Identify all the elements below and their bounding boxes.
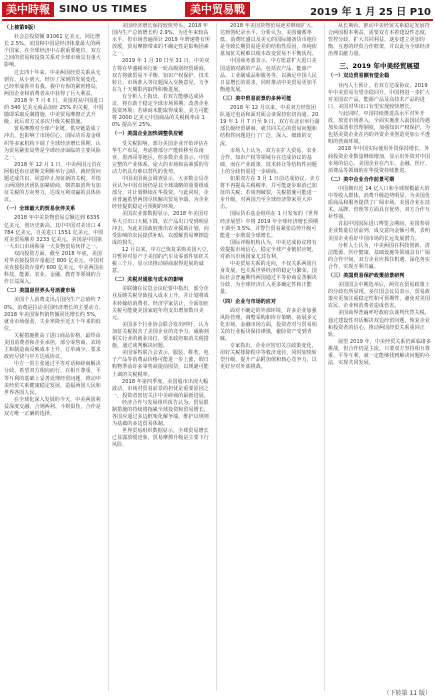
paragraph: 2018 年中国实际使用外资保持增长，外商投资企业数量继续增加，显示出外资对中国市场的信心。美国企业在汽车、金融、医疗、消费品等领域的在华投资持续推进。 xyxy=(328,146,431,174)
paragraph: 分析人士认为，中美两国在科技创新、清洁能源、医疗健康、基础设施等领域具有广阔的合作空间，双方企业应抓住机遇，深化务实合作，实现互利共赢。 xyxy=(328,242,431,270)
paragraph: 美国农业部数据显示，2018 年美国对华大豆出口大幅下降，农产品出口受到明显冲击。为此美国政府推出农业援助计划，向受影响的农民提供补贴，以缓解贸易摩擦造成的损失。 xyxy=(112,211,209,246)
paragraph: 2018 年 12 月以来，中美双方经贸团队通过电话和面对面会谈保持密切沟通。2019 年 1 月 7 日至 9 日，双方在北京举行副部长级经贸磋商，就共同关心的贸易问题和结构性问题进行了广泛、深入、细致的交流。 xyxy=(220,105,320,147)
subheading: （二）美国是世界头号消费市场 xyxy=(4,288,76,295)
paragraph: 展望 2019 年，中美经贸关系仍面临诸多挑战，但合作仍是主流。只要双方坚持相互尊重、平等互利，就一定能够找到解决问题的办法，实现共同发展。 xyxy=(328,338,431,367)
paragraph: 国际货币基金组织在 1 月发布的《世界经济展望》中将 2019 年全球经济增长预期下调至 3.5%，并警告贸易紧张局势升级可能进一步削弱全球增长。 xyxy=(220,211,319,239)
paragraph: 业内人士预计，若双方达成协议，2019 年中美贸易有望企稳回升，中国将进一步扩大对美国农产品、能源产品及高技术产品的进口，美国对华出口有望实现较快增长。 xyxy=(328,82,431,110)
paragraph: 中方一贯主张通过平等对话和磋商解决分歧，希望双方相向而行，在相互尊重、平等互利的基础上妥善处理经贸问题，推动中美经贸关系健康稳定发展，造福两国人民和世界各国人民。 xyxy=(4,361,101,396)
subheading: （一）美国企业加快调整供应链 xyxy=(112,131,184,138)
masthead-english-name: SINO US TIMES xyxy=(59,4,148,15)
paragraph: 市场人士认为，双方在扩大贸易、农业合作、知识产权等领域存在达成协议的基础，而在产业政策、技术转让等结构性问题上的分歧仍需进一步磋商。 xyxy=(220,147,317,175)
paragraph: 美国经济增长保持较快势头，2018 年国内生产总值增长约 2.9%，为近年来较高水平，但市场普遍预计 2019 年增速将有所放缓，贸易摩擦带来的不确定性是影响因素之一。 xyxy=(112,23,211,58)
subheading: （上接第9版） xyxy=(4,25,39,31)
paragraph: 2018 年 12 月 1 日，中美两国元首在阿根廷布宜诺斯艾利斯举行会晤，就经贸问题达成共识，同意停止加征新的关税，并指示两国经济团队加紧磋商，朝着取消所有加征关税的方向努力，达成互利双赢的具体协议。 xyxy=(4,161,102,204)
paragraph: 受关税影响，部分美国企业开始评估在华生产布局，考虑将部分产能转移至东南亚、墨西哥等地区，但多数企业表示，中国完整的产业体系、庞大的市场和高素质的劳动力仍具有难以替代的优势。 xyxy=(112,140,209,175)
subheading: （二）关税对通胀与成本的影响 xyxy=(112,277,184,284)
paragraph: 2019 年 1 月 30 日至 31 日，中美双方将在华盛顿举行新一轮高级别经贸磋商，双方将就贸易不平衡、知识产权保护、技术转让、市场准入等议题深入交换意见，力争在九十天期限内取得积极进展。 xyxy=(112,58,210,93)
paragraph: 贸易摩擦对全球产业链、供应链造成了冲击，也影响了市场信心，国际货币基金组织等多家机构下调了全球经济增长预期，认为贸易紧张局势是全球经济面临的主要风险之一。 xyxy=(4,126,101,161)
subheading: （四）企业与市场的应对 xyxy=(220,298,277,305)
paragraph: 美国零售联合会表示，服装、鞋类、电子产品等消费品价格可能进一步上涨，假日购物季前许多零售商提前囤货，以规避可能上调的关税税率。 xyxy=(112,350,209,378)
issue-date-page: 2019 年 1 月 25 日 P10 xyxy=(310,7,431,18)
paragraph: 中国商务部表示，中方愿意扩大进口美国适销对路的产品，包括农产品、能源产品、工业制成品和服务等，以满足中国人民日益增长的需求，同时推动中美贸易更加平衡地发展。 xyxy=(220,58,317,93)
section-banner: 美中贸易戰 xyxy=(185,2,250,17)
paragraph: 关税措施推高了进口商品价格，最终由美国消费者和企业承担，部分零售商、农场主和制造商反映成本上升、订单减少，要求政府尽快与中方达成协议。 xyxy=(4,332,101,361)
paragraph: 首届中国国际进口博览会期间，美国参展企业数量位居前列，成交意向金额可观，表明美国企业看好中国市场的长远发展潜力。 xyxy=(328,221,431,242)
paragraph: 美联储在议息会议纪要中指出，部分企业反映关税导致投入成本上升，并计划将成本转嫁给消费者。经济学家估计，全面加征关税可能使美国家庭年均支出增加数百美元。 xyxy=(112,286,209,321)
paragraph: 美国国会中期选举后，两党在贸易政策上的分歧有所显现。多位国会议员表示，贸易政策应更加注重稳定性和可预期性，避免对美国农民、企业和消费者造成伤害。 xyxy=(328,282,431,310)
paragraph: 国际评级机构认为，中美达成协议将有效提振市场信心，稳定全球产业链供应链，对新兴市场国家尤其有利。 xyxy=(220,239,317,260)
paragraph: 美国商界普遍呼吁政府以谈判代替关税，通过建设性对话解决双边经贸问题，恢复企业和投资者的信心，推动两国经贸关系重回正轨。 xyxy=(328,310,431,338)
article-column-1 xyxy=(4,23,104,691)
paragraph: 中国美国商会调查显示，大多数会员企业认为中国市场仍是其全球战略的重要组成部分，并计划继续在华投资。与此同时，企业普遍希望两国尽快解决贸易争端，为企业经营提供稳定可预期的环境。 xyxy=(112,175,209,211)
column-divider xyxy=(216,23,217,691)
column-divider xyxy=(108,23,109,691)
subheading: （一）全球最大的贸易伙伴关系 xyxy=(4,206,76,213)
subheading: （三）美国贸易保护政策前景研判 xyxy=(328,273,405,279)
article-column-4 xyxy=(328,23,431,691)
header-rule xyxy=(2,19,433,21)
article-column-3 xyxy=(220,23,320,691)
subheading: （二）美中企业合作前景可期 xyxy=(328,176,395,183)
subheading: （三）美中贸易前景的多种可能 xyxy=(220,95,292,102)
paragraph: 在全球化深入发展的今天，中美两国利益深度交融，合则两利、斗则俱伤，合作是双方唯一正确的选择。 xyxy=(4,396,101,417)
paragraph: 有分析人士指出，若双方能够达成协议，将有助于稳定全球市场预期，改善企业投资环境；若磋商未能取得成果，美方可能将 2000 亿美元中国商品的关税税率由 10% 提高至 25%。 xyxy=(112,93,209,129)
paragraph: 世界贸易组织数据显示，全球贸易增长已显露放缓迹象，贸易摩擦升级是主要下行风险。 xyxy=(112,428,209,449)
paragraph: 过去四十年来，中美两国经贸关系从无到有，从小到大，经历了深刻的发展变化，已经形成你中有我、我中有你的紧密格局，两国企业和消费者从中获得了巨大利益。 xyxy=(4,69,101,97)
paragraph: 中美贸易关系的走向，不仅关系两国自身发展，也关系世界经济的稳定与繁荣。国际社会普遍期待两国通过平等协商妥善解决分歧，为全球经济注入更多确定性和正能量。 xyxy=(220,261,317,296)
paragraph: 2018 年美国货物贸易逆差继续扩大，达到创纪录水平。分析认为，美国储蓄率低、消费旺盛以及美元的国际储备货币地位是导致长期贸易逆差的结构性原因，单纯依靠加征关税难以根本改变贸易不平衡状况。 xyxy=(220,23,317,58)
paragraph: 社会总投资额 91061 亿美元，同比增长 2.5%。美国和中国是经济体量最大的两个国家，在全球经济中占据重要地位，双方之间的贸易和投资关系对全球市场具有重大影响。 xyxy=(4,34,101,69)
column-divider xyxy=(324,23,325,691)
section-title: 三、2019 年中美经贸展望 xyxy=(339,62,420,71)
paragraph: 如果双方在 3 月 1 日前达成协议，美方将不再提高关税税率，并可能逐步取消已加征的关税；若谈判破裂，关税措施可能进一步升级，对两国乃至全球经济带来更大冲击。 xyxy=(220,175,320,211)
paragraph: 专家指出，企业应密切关注政策变化，用好关税排除程序等救济途径，同时加快转型升级，提升产品附加值和核心竞争力，以更好应对外部挑战。 xyxy=(220,343,317,371)
masthead-logo: 美中時報 xyxy=(2,2,54,17)
paragraph: 与此同时，中国持续推进高水平对外开放，放宽市场准入，全面实施准入前国民待遇加负面清单管理制度，加强知识产权保护，为包括美资企业在内的外资企业创造更加公平透明的营商环境。 xyxy=(328,110,431,146)
continued-note: （下转第 11 版） xyxy=(383,690,431,697)
paragraph: 从长期看，推动中美经贸关系稳定发展符合两国根本利益，需要双方本着建设性态度，管控分歧，扩大共同利益，逐步建立更加均衡、互惠的经贸合作框架，并以此为全球经济治理贡献力量。 xyxy=(328,23,431,58)
article-column-2 xyxy=(112,23,212,691)
page-header xyxy=(0,0,435,19)
paragraph: 中国拥有近 14 亿人口和全球规模最大的中等收入群体，消费升级趋势明显，为美国优质商品和服务提供了广阔市场。美国企业在技术、品牌、管理等方面具有优势，双方合作互补性强。 xyxy=(328,185,431,221)
paragraph: 经济合作与发展组织报告认为，贸易限制措施的持续将拖累全球投资和贸易增长，各国应通过多边框架化解争端，维护以规则为基础的多边贸易体制。 xyxy=(112,399,209,428)
paragraph: 12 月以来，中方已恢复采购美国大豆，并暂停对原产于美国的汽车及零部件加征关税三个月，显示出推动磋商取得进展的诚意。 xyxy=(112,246,212,275)
paragraph: 美国多个行业协会联合发出呼吁，认为加征关税损害了美国企业的竞争力，威胁到相关行业的就业岗位，要求政府取消关税措施，通过谈判解决问题。 xyxy=(112,321,209,350)
paragraph: 美国个人消费支出占国内生产总值约 70%，消费是拉动美国经济增长的主要动力。2018 年美国零售销售额同比增长约 5%，就业市场强劲，失业率降至近五十年来的低位。 xyxy=(4,297,104,332)
paragraph: 2018 年中美货物贸易总额达到 6335 亿美元，创历史新高。其中中国对美出口 4784 亿美元，自美进口 1551 亿美元，中国对美贸易顺差 3233 亿美元。美国是中国第一大出口市场和第一大货物贸易伙伴之一。 xyxy=(4,215,104,250)
paragraph: 2018 年 7 月 6 日，美国对从中国进口的 340 亿美元商品加征 25% 的关税，中国随即采取反制措施，中美贸易摩擦正式升级，此后双方又多次升级关税措施。 xyxy=(4,97,104,126)
paragraph: 双向投资方面，截至 2018 年底，美国对华直接投资存量超过 800 亿美元，中国对美直接投资存量约 600 亿美元。中美两国在科技、能源、农业、金融、教育等领域的合作日益深入。 xyxy=(4,250,104,286)
paragraph: 面对不确定的外部环境，许多企业加强风险管理，调整采购和库存策略，拓展多元化市场。金融市场方面，投资者对与贸易相关的行业板块保持谨慎，避险资产受到青睐。 xyxy=(220,307,317,343)
paragraph: 2018 年第四季度，美国股市出现大幅波动，市场对贸易前景的担忧是重要原因之一，投资者密切关注中美磋商的最新进展。 xyxy=(112,378,209,399)
subheading: （一）双边贸易额有望企稳 xyxy=(328,73,390,80)
